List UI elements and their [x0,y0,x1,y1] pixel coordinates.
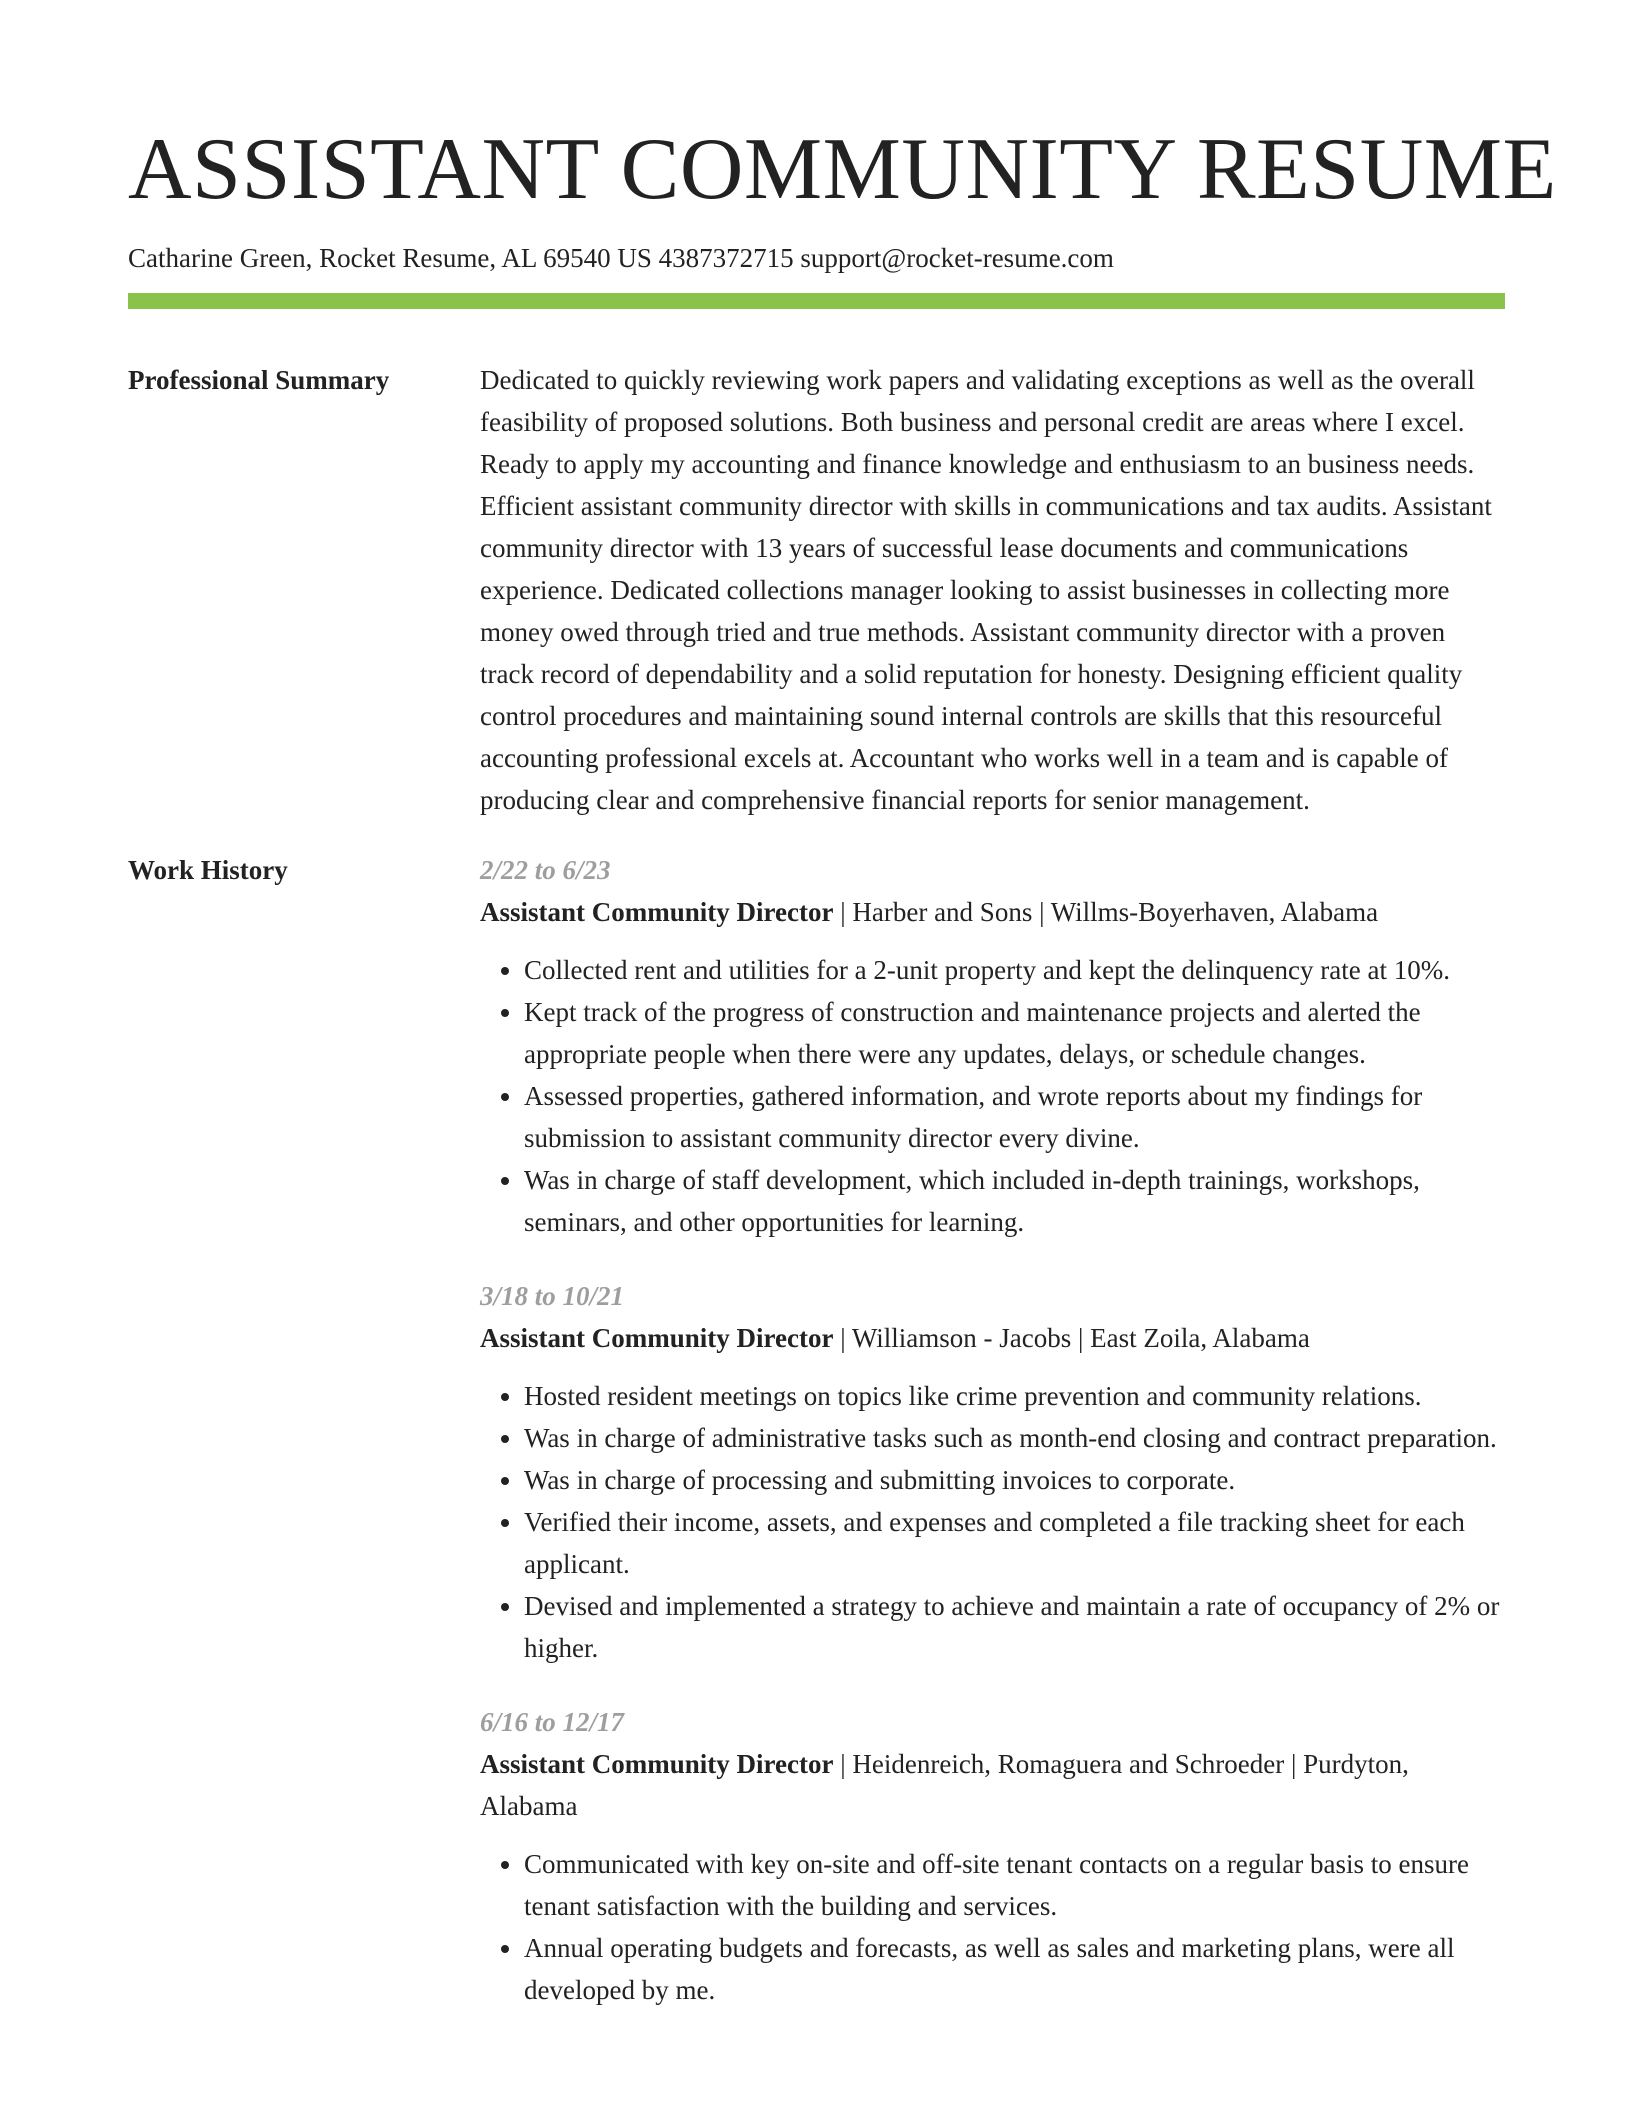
job-dates: 6/16 to 12/17 [480,1707,625,1737]
job-dates: 2/22 to 6/23 [480,855,611,885]
job-title-line [480,1317,1505,1359]
job-entry [480,849,1505,1243]
job-entry [480,1701,1505,2011]
job-company-location: | Harber and Sons | Willms-Boyerhaven, Alabama [833,897,1379,927]
job-bullet: • Devised and implemented a strategy to achieve and maintain a rate of occupancy of 2% or higher. [524,1585,1505,1669]
job-bullet: • Kept track of the progress of construction and maintenance projects and alerted the appropriate people when there were any updates, delays, or schedule changes. [524,991,1505,1075]
job-entry [480,1275,1505,1669]
job-company-location: | Heidenreich, Romaguera and Schroeder | Purdyton, Alabama [480,1749,1409,1821]
job-bullet: • Hosted resident meetings on topics like crime prevention and community relations. [524,1375,1505,1417]
professional-summary-section [128,359,1505,821]
job-dates: 3/18 to 10/21 [480,1281,625,1311]
job-bullet: • Communicated with key on-site and off-site tenant contacts on a regular basis to ensure tenant satisfaction with the building and services. [524,1843,1505,1927]
job-bullet: • Was in charge of staff development, which included in-depth trainings, workshops, seminars, and other opportunities for learning. [524,1159,1505,1243]
job-title-line [480,891,1505,933]
job-bullet: • Annual operating budgets and forecasts, as well as sales and marketing plans, were all developed by me. [524,1927,1505,2011]
section-label-work-history: Work History [128,855,288,885]
header-divider [128,293,1505,309]
job-title: Assistant Community Director [480,1749,834,1779]
job-bullet: • Assessed properties, gathered information, and wrote reports about my findings for submission to assistant community director every divine. [524,1075,1505,1159]
job-bullet: • Verified their income, assets, and expenses and completed a file tracking sheet for each applicant. [524,1501,1505,1585]
professional-summary-text: Dedicated to quickly reviewing work papers and validating exceptions as well as the overall feasibility of proposed solutions. Both business and personal credit are areas where I excel. Ready to apply my accounting and finance knowledge and enthusiasm to an business needs. Efficient assistant community director with skills in communications and tax audits. Assistant community director with 13 years of successful lease documents and communications experience. Dedicated collections manager looking to assist businesses in collecting more money owed through tried and true methods. Assistant community director with a proven track record of dependability and a solid reputation for honesty. Designing efficient quality control procedures and maintaining sound internal controls are skills that this resourceful accounting professional excels at. Accountant who works well in a team and is capable of producing clear and comprehensive financial reports for senior management. [480,365,1492,815]
contact-line: Catharine Green, Rocket Resume, AL 69540 US 4387372715 support@rocket-resume.com [128,243,1114,273]
resume-title: ASSISTANT COMMUNITY RESUME [128,121,1557,218]
work-history-list [480,849,1505,2043]
section-label-professional-summary: Professional Summary [128,365,390,395]
job-bullet: • Was in charge of processing and submitting invoices to corporate. [524,1459,1505,1501]
job-title: Assistant Community Director [480,897,834,927]
job-title-line [480,1743,1505,1827]
work-history-section [128,849,1505,2043]
job-bullets [480,1843,1505,2011]
job-title: Assistant Community Director [480,1323,834,1353]
job-bullet: • Collected rent and utilities for a 2-unit property and kept the delinquency rate at 10%. [524,949,1505,991]
job-company-location: | Williamson - Jacobs | East Zoila, Alabama [833,1323,1310,1353]
job-bullets [480,949,1505,1243]
job-bullet: • Was in charge of administrative tasks such as month-end closing and contract preparation. [524,1417,1505,1459]
job-bullets [480,1375,1505,1669]
resume-page [128,0,1557,2043]
